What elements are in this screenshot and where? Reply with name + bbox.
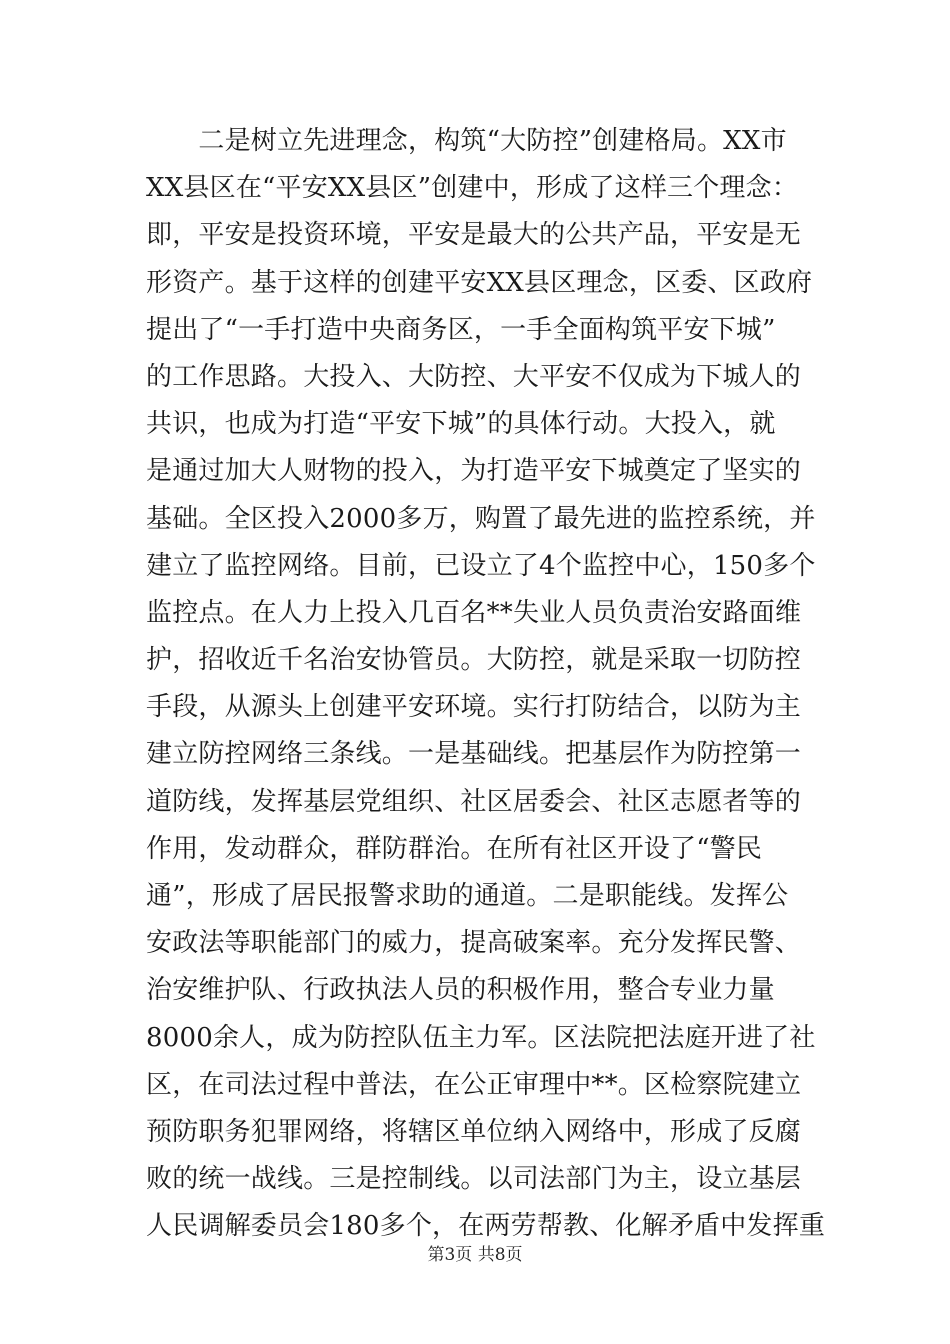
body-text (146, 118, 826, 1251)
text-line: 护，招收近千名治安协管员。大防控，就是采取一切防控 (146, 645, 802, 676)
text-line: 基础。全区投入2000多万，购置了最先进的监控系统，并 (146, 503, 816, 534)
text-line: 区，在司法过程中普法，在公正审理中**。区检察院建立 (146, 1069, 802, 1100)
text-line: 的工作思路。大投入、大防控、大平安不仅成为下城人的 (146, 361, 802, 392)
text-line: XX县区在“平安XX县区”创建中，形成了这样三个理念： (146, 173, 799, 204)
text-line: 道防线，发挥基层党组织、社区居委会、社区志愿者等的 (146, 786, 802, 817)
text-line: 8000余人，成为防控队伍主力军。区法院把法庭开进了社 (146, 1022, 816, 1053)
text-line: 败的统一战线。三是控制线。以司法部门为主，设立基层 (146, 1164, 802, 1195)
text-line: 通”，形成了居民报警求助的通道。二是职能线。发挥公 (146, 881, 789, 911)
text-line: 人民调解委员会180多个，在两劳帮教、化解矛盾中发挥重 (146, 1211, 826, 1242)
text-line: 提出了“一手打造中央商务区，一手全面构筑平安下城” (146, 314, 776, 345)
text-line: 治安维护队、行政执法人员的积极作用，整合专业力量 (146, 975, 775, 1006)
text-line: 形资产。基于这样的创建平安XX县区理念，区委、区政府 (146, 267, 813, 298)
text-line: 作用，发动群众，群防群治。在所有社区开设了“警民 (146, 833, 763, 864)
text-line: 手段，从源头上创建平安环境。实行打防结合，以防为主 (146, 692, 802, 723)
text-line: 建立防控网络三条线。一是基础线。把基层作为防控第一 (146, 739, 802, 770)
text-line: 监控点。在人力上投入几百名**失业人员负责治安路面维 (146, 597, 802, 628)
page-number-footer: 第3页 共8页 (427, 1245, 523, 1265)
text-line: 二是树立先进理念，构筑“大防控”创建格局。XX市 (146, 126, 787, 156)
text-line: 建立了监控网络。目前，已设立了4个监控中心，150多个 (146, 550, 816, 581)
text-line: 共识，也成为打造“平安下城”的具体行动。大投入，就 (146, 409, 776, 440)
text-line: 预防职务犯罪网络，将辖区单位纳入网络中，形成了反腐 (146, 1116, 802, 1147)
text-line: 安政法等职能部门的威力，提高破案率。充分发挥民警、 (146, 928, 802, 959)
text-line: 是通过加大人财物的投入，为打造平安下城奠定了坚实的 (146, 456, 802, 487)
text-line: 即，平安是投资环境，平安是最大的公共产品，平安是无 (146, 220, 802, 251)
